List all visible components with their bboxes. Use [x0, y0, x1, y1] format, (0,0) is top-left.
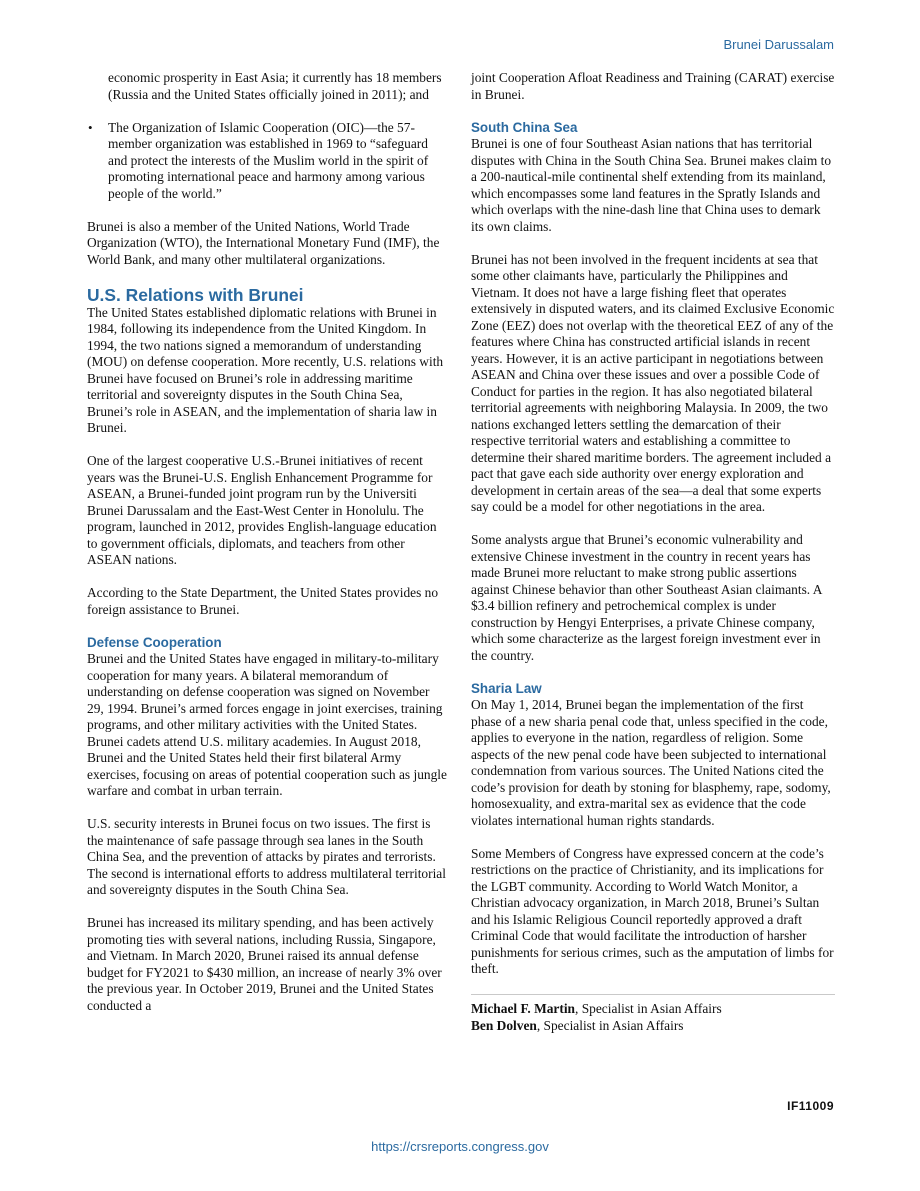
paragraph: On May 1, 2014, Brunei began the implementation of the first phase of a new sharia penal code that, unless specified in the code, applies to everyone in the nation, regardless of religion. Some aspects of the new penal code have been subjected to international condemnation from various sources. The United Nations cited the code’s provision for death by stoning for blasphemy, rape, sodomy, homosexuality, and extra-marital sex as evidence that the code violates international human rights standards.: [471, 697, 831, 828]
paragraph: Brunei is also a member of the United Nations, World Trade Organization (WTO), the International Monetary Fund (IMF), the World Bank, and many other multilateral organizations.: [87, 218, 440, 267]
membership-list: [87, 70, 449, 202]
author-role: , Specialist in Asian Affairs: [536, 1017, 684, 1033]
report-id: IF11009: [787, 1099, 834, 1113]
list-item: • The Organization of Islamic Cooperation (OIC)—the 57-member organization was established in 1969 to “safeguard and protect the interests of the Muslim world in the spirit of promoting international peace and harmony among various people of the world.”: [87, 120, 449, 203]
paragraph: joint Cooperation Afloat Readiness and Training (CARAT) exercise in Brunei.: [471, 70, 835, 102]
paragraph: The United States established diplomatic relations with Brunei in 1984, following its independence from the United Kingdom. In 1994, the two nations signed a memorandum of understanding (MOU) on defense cooperation. More recently, U.S. relations with Brunei have focused on Brunei’s role in addressing maritime territorial and sovereignty disputes in the South China Sea, Brunei’s role in ASEAN, and the implementation of sharia law in Brunei.: [87, 304, 444, 435]
author-line: [471, 1018, 835, 1035]
paragraph: Brunei has not been involved in the frequent incidents at sea that some other claimants have, particularly the Philippines and Vietnam. It does not have a large fishing fleet that operates extensively in disputed waters, and its claimed Exclusive Economic Zone (EEZ) does not overlap with the theoretical EEZ of any of the features where China has constructed artificial islands in recent years. However, it is an active participant in negotiations between ASEAN and China over these issues and over a possible Code of Conduct for parties in the region. It has also negotiated bilateral territorial agreements with neighboring Malaysia. In 2009, the two nations exchanged letters settling the demarcation of their respective territorial waters and establishing a committee to determine their shared maritime borders. The agreement included a pact that gave each side authority over energy exploration and development in certain areas of the sea—a deal that some experts say could be a model for other negotiations in the area.: [471, 251, 835, 514]
subheading-south-china-sea: South China Sea: [471, 119, 578, 135]
author-role: , Specialist in Asian Affairs: [575, 1001, 722, 1016]
left-column: [87, 70, 449, 1031]
right-column: [471, 70, 835, 1034]
page-header-title: Brunei Darussalam: [723, 37, 834, 52]
author-line: [471, 1001, 835, 1018]
author-name: Michael F. Martin: [471, 1001, 576, 1016]
paragraph: U.S. security interests in Brunei focus on two issues. The first is the maintenance of safe passage through sea lanes in the South China Sea, and the prevention of attacks by pirates and terrorists. The second is international efforts to address multilateral territorial and sovereignty disputes in the South China Sea.: [87, 816, 446, 897]
author-name: Ben Dolven: [471, 1017, 537, 1033]
paragraph: Some Members of Congress have expressed concern at the code’s restrictions on the practice of Christianity, and its implications for the LGBT community. According to World Watch Monitor, a Christian advocacy organization, in March 2018, Brunei’s Sultan and his Islamic Religious Council reportedly approved a draft Criminal Code that would facilitate the introduction of harsher punishments for serious crimes, such as the amputation of limbs for theft.: [471, 845, 834, 976]
paragraph: According to the State Department, the United States provides no foreign assistance to Brunei.: [87, 585, 439, 617]
footer-url-link[interactable]: https://crsreports.congress.gov: [371, 1139, 549, 1154]
paragraph: Brunei and the United States have engaged in military-to-military cooperation for many years. A bilateral memorandum of understanding on defense cooperation was signed on November 29, 1994. Brunei’s armed forces engage in joint exercises, training programs, and other military activities with the United States. Brunei cadets attend U.S. military academies. In August 2018, Brunei and the United States held their first bilateral Army exercises, focusing on areas of potential cooperation such as jungle warfare and combat in urban terrain.: [87, 651, 447, 798]
paragraph: One of the largest cooperative U.S.-Brunei initiatives of recent years was the Brunei-U.S. English Enhancement Programme for ASEAN, a Brunei-funded joint program run by the Universiti Brunei Darussalam and the East-West Center in Honolulu. The program, launched in 2012, provides English-language education to government officials, diplomats, and teachers from other ASEAN nations.: [87, 453, 437, 567]
paragraph: Some analysts argue that Brunei’s economic vulnerability and extensive Chinese investment in the country in recent years has made Brunei more reluctant to make strong public assertions against Chinese behavior than other Southeast Asian claimants. A $3.4 billion refinery and petrochemical complex is under construction by Hengyi Enterprises, a private Chinese company, which some characterize as the largest foreign investment ever in the country.: [471, 532, 822, 663]
list-item: economic prosperity in East Asia; it currently has 18 members (Russia and the United States officially joined in 2011); and: [108, 70, 442, 102]
section-heading-us-relations: U.S. Relations with Brunei: [87, 284, 304, 305]
subheading-defense-cooperation: Defense Cooperation: [87, 634, 222, 650]
paragraph: Brunei has increased its military spending, and has been actively promoting ties with several nations, including Russia, Singapore, and Vietnam. In March 2020, Brunei raised its annual defense budget for FY2021 to $430 million, an increase of nearly 3% over the previous year. In October 2019, Brunei and the United States conducted a: [87, 915, 442, 1013]
paragraph: Brunei is one of four Southeast Asian nations that has territorial disputes with China in the South China Sea. Brunei makes claim to a 200-nautical-mile continental shelf extending from its mainland, which encompasses some land features in the Spratly Islands and which overlaps with the nine-dash line that China uses to demark its own claims.: [471, 136, 832, 234]
subheading-sharia-law: Sharia Law: [471, 680, 542, 696]
author-divider: [471, 994, 835, 995]
